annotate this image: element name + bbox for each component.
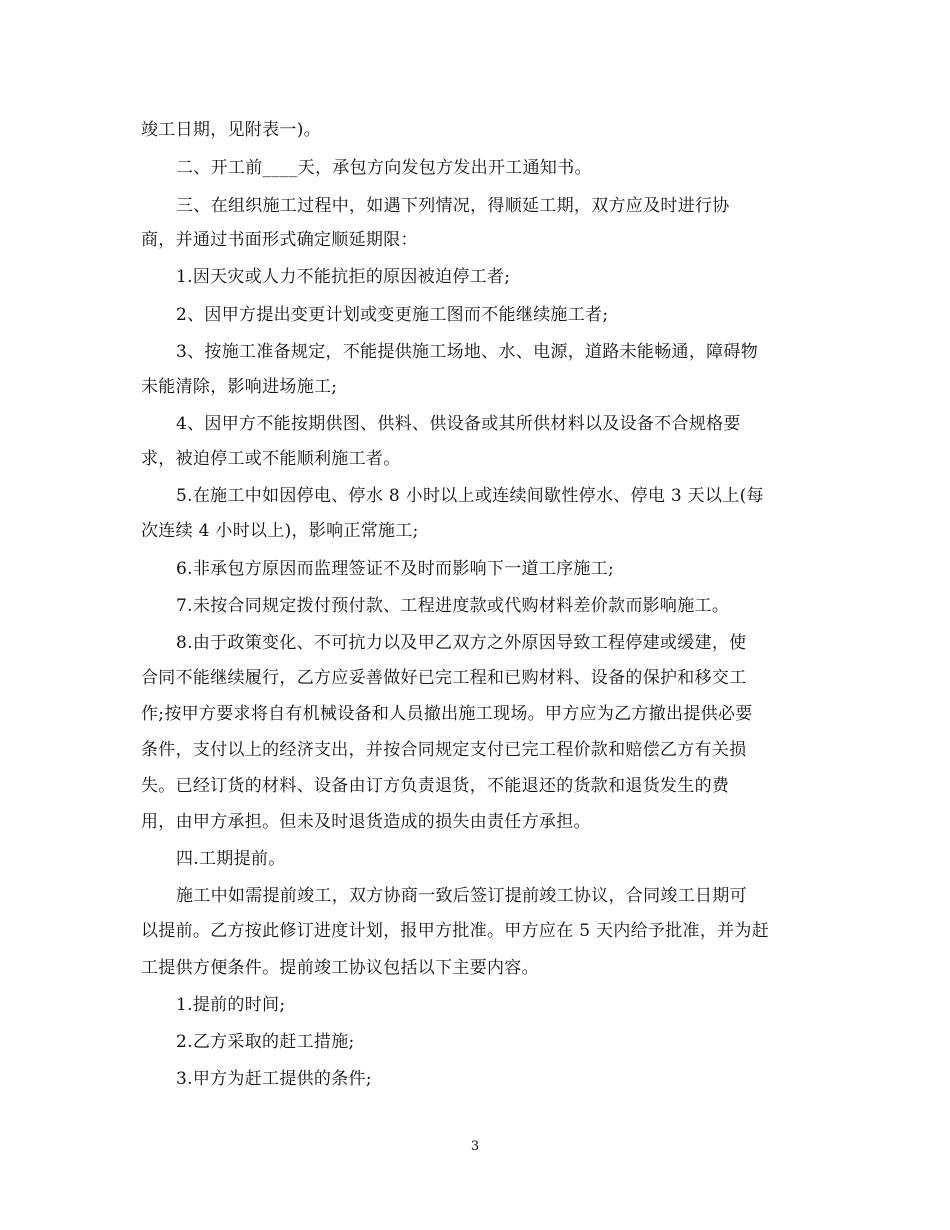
paragraph-line: 8.由于政策变化、不可抗力以及甲乙双方之外原因导致工程停建或缓建，使 (176, 633, 747, 653)
paragraph-line: 商，并通过书面形式确定顺延期限： (141, 230, 418, 250)
paragraph-line: 次连续 4 小时以上)，影响正常施工; (141, 521, 419, 541)
paragraph-line: 1.因天灾或人力不能抗拒的原因被迫停工者; (176, 267, 511, 287)
paragraph-line: 以提前。乙方按此修订进度计划，报甲方批准。甲方应在 5 天内给予批准，并为赶 (141, 921, 770, 941)
paragraph-line: 5.在施工中如因停电、停水 8 小时以上或连续间歇性停水、停电 3 天以上(每 (176, 486, 764, 506)
paragraph-line: 失。已经订货的材料、设备由订方负责退货，不能退还的货款和退货发生的费 (141, 776, 730, 796)
paragraph-line: 6.非承包方原因而监理签证不及时而影响下一道工序施工; (176, 559, 615, 579)
page-number: 3 (470, 1139, 480, 1154)
paragraph-line: 工提供方便条件。提前竣工协议包括以下主要内容。 (141, 958, 539, 978)
list-item: 3.甲方为赶工提供的条件; (176, 1069, 372, 1089)
paragraph-line: 竣工日期，见附表一)。 (141, 120, 321, 140)
paragraph-line: 条件，支付以上的经济支出，并按合同规定支付已完工程价款和赔偿乙方有关损 (141, 740, 747, 760)
list-item: 1.提前的时间; (176, 995, 286, 1015)
paragraph-line: 2、因甲方提出变更计划或变更施工图而不能继续施工者; (176, 305, 609, 325)
paragraph-line: 三、在组织施工过程中，如遇下列情况，得顺延工期，双方应及时进行协 (176, 196, 730, 216)
paragraph-line: 3、按施工准备规定，不能提供施工场地、水、电源，道路未能畅通，障碍物 (176, 342, 759, 362)
paragraph-line: 作;按甲方要求将自有机械设备和人员撤出施工现场。甲方应为乙方撤出提供必要 (141, 704, 753, 724)
section-heading: 四.工期提前。 (176, 849, 286, 869)
paragraph-line: 7.未按合同规定拨付预付款、工程进度款或代购材料差价款而影响施工。 (176, 596, 730, 616)
paragraph-line: 4、因甲方不能按期供图、供料、供设备或其所供材料以及设备不合规格要 (176, 414, 741, 434)
paragraph-line: 合同不能继续履行，乙方应妥善做好已完工程和已购材料、设备的保护和移交工 (141, 668, 747, 688)
paragraph-line: 求，被迫停工或不能顺利施工者。 (141, 449, 401, 469)
list-item: 2.乙方采取的赶工措施; (176, 1032, 355, 1052)
paragraph-line: 未能清除，影响进场施工; (141, 377, 338, 397)
paragraph-line: 用，由甲方承担。但未及时退货造成的损失由责任方承担。 (141, 812, 591, 832)
paragraph-line: 施工中如需提前竣工，双方协商一致后签订提前竣工协议，合同竣工日期可 (176, 886, 747, 906)
paragraph-line: 二、开工前____天，承包方向发包方发出开工通知书。 (176, 158, 592, 178)
